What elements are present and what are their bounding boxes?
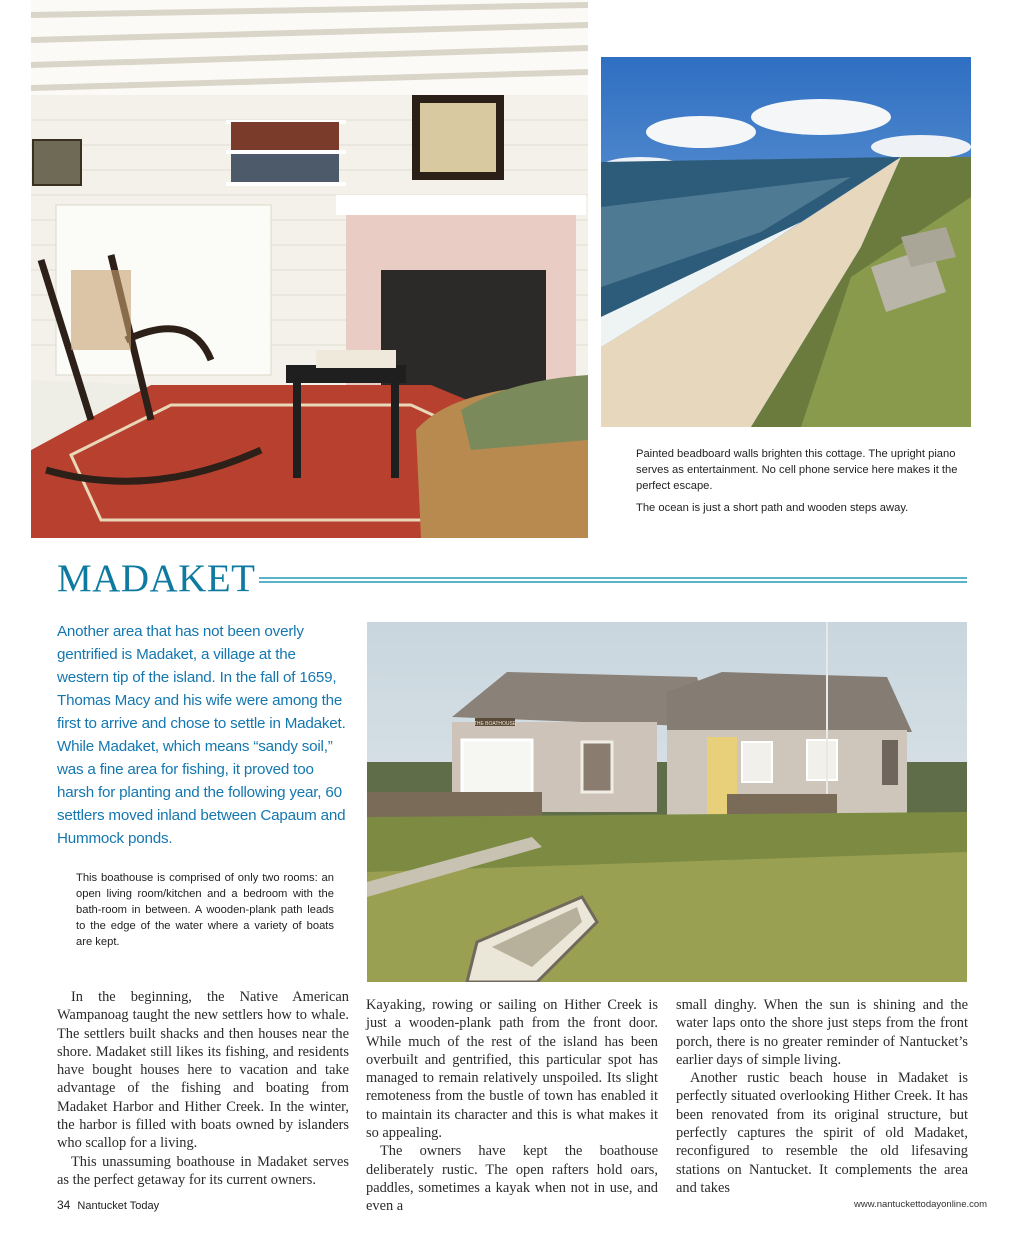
- body-column-3: [676, 996, 968, 1197]
- body-paragraph: In the beginning, the Native American Wampanoag taught the new settlers how to whale. The settlers built shacks and then houses near the shore. Madaket still likes its fishing, and residents have bought houses here to vacation and take advantage of the fishing and boating from Madaket Harbor and Hither Creek. In the winter, the harbor is filled with boats owned by islanders who scallop for a living.: [57, 989, 349, 1152]
- beach-caption: The ocean is just a short path and wooden steps away.: [636, 502, 909, 514]
- publication-name: Nantucket Today: [77, 1200, 160, 1212]
- footer-url: www.nantuckettodayonline.com: [854, 1199, 988, 1210]
- body-paragraph: small dinghy. When the sun is shining and the water laps onto the shore just steps from the front porch, there is no greater reminder of Nantucket’s earlier days of simple living.: [676, 997, 968, 1068]
- body-column-2: [366, 996, 658, 1216]
- intro-paragraph: Another area that has not been overly gentrified is Madaket, a village at the western tip of the island. In the fall of 1659, Thomas Macy and his wife were among the first to arrive and chose to settle in Madaket. While Madaket, which means “sandy soil,” was a fine area for fishing, it proved too harsh for planting and the following year, 60 settlers moved inland between Capaum and Hummock ponds.: [57, 623, 346, 847]
- body-paragraph: The owners have kept the boathouse deliberately rustic. The open rafters hold oars, paddles, sometimes a kayak when not in use, and even a: [366, 1143, 658, 1215]
- boathouse-caption: This boathouse is comprised of only two rooms: an open living room/kitchen and a bedroom with the bath-room in between. A wooden-plank path leads to the edge of the water where a variety of boats are kept.: [76, 872, 334, 948]
- top-photo-captions: [636, 446, 966, 522]
- body-column-1: [57, 988, 349, 1189]
- living-room-photo: [31, 0, 588, 538]
- section-title: MADAKET: [57, 557, 256, 600]
- page-number: 34: [57, 1198, 71, 1212]
- footer-folio: [57, 1198, 159, 1212]
- title-rule: [259, 577, 967, 585]
- boathouse-sign: THE BOATHOUSE: [473, 721, 517, 727]
- beach-photo: [601, 57, 971, 427]
- living-room-caption: Painted beadboard walls brighten this cottage. The upright piano serves as entertainment. No cell phone service here makes it the perfect escape.: [636, 448, 958, 492]
- body-paragraph: Kayaking, rowing or sailing on Hither Creek is just a wooden-plank path from the front door. While much of the rest of the island has been overbuilt and gentrified, this particular spot has managed to remain relatively unspoiled. Its slight remoteness from the bustle of town has enabled it to maintain its character and this is what makes it so appealing.: [366, 997, 658, 1142]
- body-paragraph: This unassuming boathouse in Madaket serves as the perfect getaway for its current owners.: [57, 1153, 349, 1188]
- boathouse-photo: [367, 622, 967, 982]
- body-paragraph: Another rustic beach house in Madaket is perfectly situated overlooking Hither Creek. It has been renovated from its original structure, but perfectly captures the spirit of old Madaket, reconfigured to resemble the old lifesaving stations on Nantucket. It complements the area and takes: [676, 1070, 968, 1196]
